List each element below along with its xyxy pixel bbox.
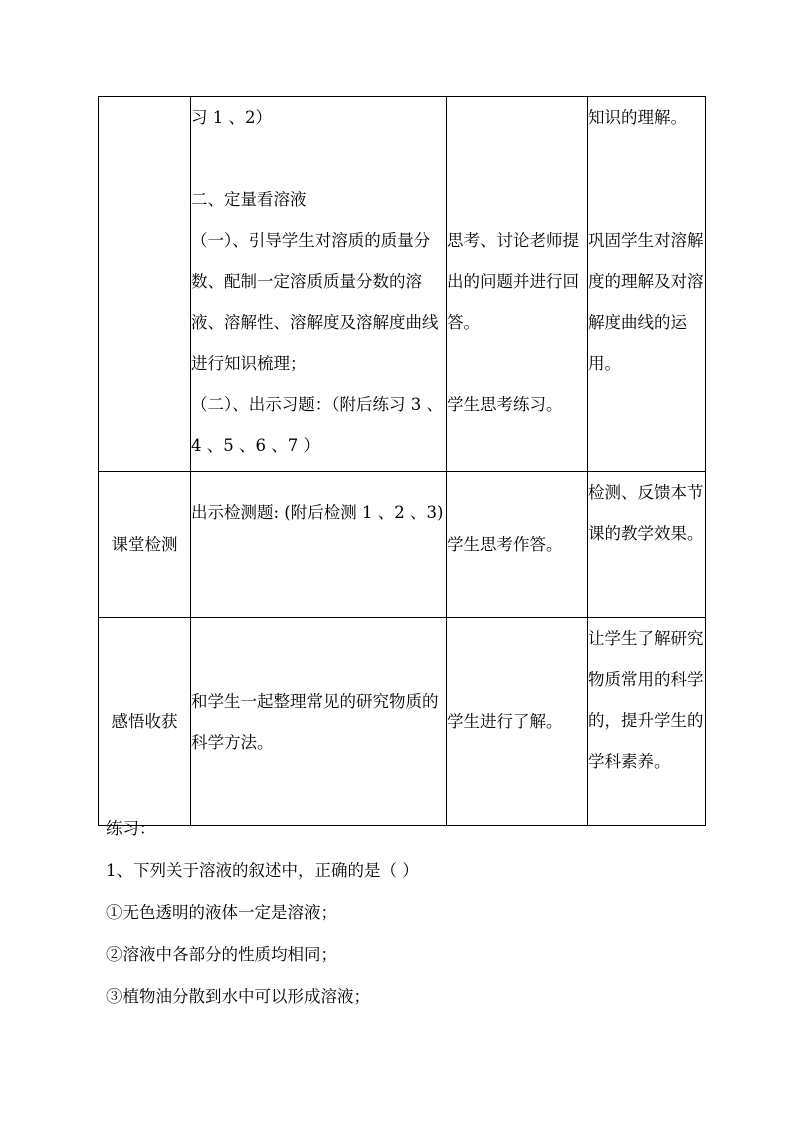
row2-design-intent-cell: 检测、反馈本节课的教学效果。 [588,472,706,618]
teacher-activity-para1: （一）、引导学生对溶质的质量分数、配制一定溶质质量分数的溶液、溶解性、溶解度及溶解度曲线进行知识梳理； [191,231,439,373]
table-row [99,97,706,472]
section-title: 二、定量看溶液 [191,190,307,209]
design-intent-para1: 巩固学生对溶解度的理解及对溶解度曲线的运用。 [588,231,704,373]
student-activity-para1: 思考、讨论老师提出的问题并进行回答。 [447,231,579,332]
row3-teacher-activity-cell: 和学生一起整理常见的研究物质的科学方法。 [191,618,447,826]
table-row [99,618,706,826]
option-1: ①无色透明的液体一定是溶液； [106,903,337,922]
row2-student-activity-cell: 学生思考作答。 [447,472,588,618]
design-intent-continued: 知识的理解。 [588,108,687,127]
row1-stage-cell [99,97,191,472]
teacher-activity-para2: （二）、出示习题：（附后练习 3 、4 、5 、6 、7 ） [191,395,443,455]
exercises-section [106,808,419,1018]
row3-student-activity-cell: 学生进行了解。 [447,618,588,826]
lesson-plan-table [98,96,706,826]
row2-teacher-activity-cell: 出示检测题: (附后检测 1 、2 、3) [191,472,447,618]
stage-label-classroom-test: 课堂检测 [99,472,191,618]
row1-teacher-activity-cell [191,97,447,472]
stage-label-reflection: 感悟收获 [99,618,191,826]
option-3: ③植物油分散到水中可以形成溶液； [106,987,370,1006]
question-1: 1、下列关于溶液的叙述中，正确的是（ ） [106,861,419,880]
exercises-heading: 练习： [106,819,156,838]
teacher-activity-continued: 习 1 、2） [191,108,272,127]
student-activity-para2: 学生思考练习。 [447,395,563,414]
row1-design-intent-cell [588,97,706,472]
row3-design-intent-cell: 让学生了解研究物质常用的科学的，提升学生的学科素养。 [588,618,706,826]
option-2: ②溶液中各部分的性质均相同； [106,945,337,964]
table-row [99,472,706,618]
row1-student-activity-cell [447,97,588,472]
